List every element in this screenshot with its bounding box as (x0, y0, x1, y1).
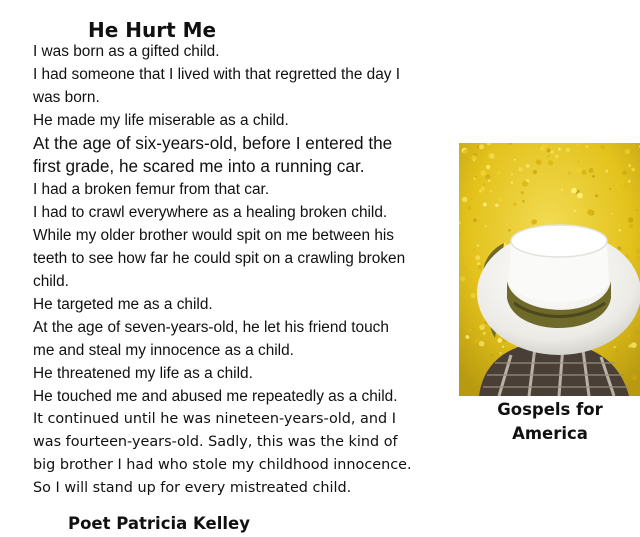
poem-title: He Hurt Me (88, 18, 217, 42)
poem-line: me and steal my innocence as a child. (33, 342, 294, 359)
poem-line: While my older brother would spit on me between his (33, 227, 394, 244)
poem-line: big brother I had who stole my childhood innocence. (33, 457, 412, 473)
poem-line: I was born as a gifted child. (33, 43, 220, 60)
poem-line: teeth to see how far he could spit on a crawling broken (33, 250, 406, 267)
poem-line: He made my life miserable as a child. (33, 112, 289, 129)
poem-line: He touched me and abused me repeatedly as a child. (33, 388, 398, 405)
poem-line: was fourteen-years-old. Sadly, this was the kind of (33, 434, 398, 450)
woman-in-hat-icon (459, 143, 640, 396)
poem-line: child. (33, 273, 69, 290)
poem-line: At the age of six-years-old, before I entered the (33, 133, 393, 153)
flower-field-photo (459, 143, 640, 396)
poem-line: It continued until he was nineteen-years-old, and I (33, 411, 396, 427)
poem-line: I had someone that I lived with that regretted the day I (33, 66, 401, 83)
poem-line: was born. (33, 89, 100, 106)
photo-caption: Gospels for America (497, 400, 603, 443)
hat-top (511, 225, 607, 257)
poem-line: So I will stand up for every mistreated child. (33, 480, 352, 496)
poem-author: Poet Patricia Kelley (68, 514, 250, 533)
poem-line: I had a broken femur from that car. (33, 181, 270, 198)
poem-body (33, 40, 453, 500)
poem-line: He targeted me as a child. (33, 296, 213, 313)
poem-line: At the age of seven-years-old, he let his friend touch (33, 319, 389, 336)
poem-line: He threatened my life as a child. (33, 365, 253, 382)
poem-line: I had to crawl everywhere as a healing broken child. (33, 204, 388, 221)
poem-line: first grade, he scared me into a running car. (33, 156, 365, 176)
